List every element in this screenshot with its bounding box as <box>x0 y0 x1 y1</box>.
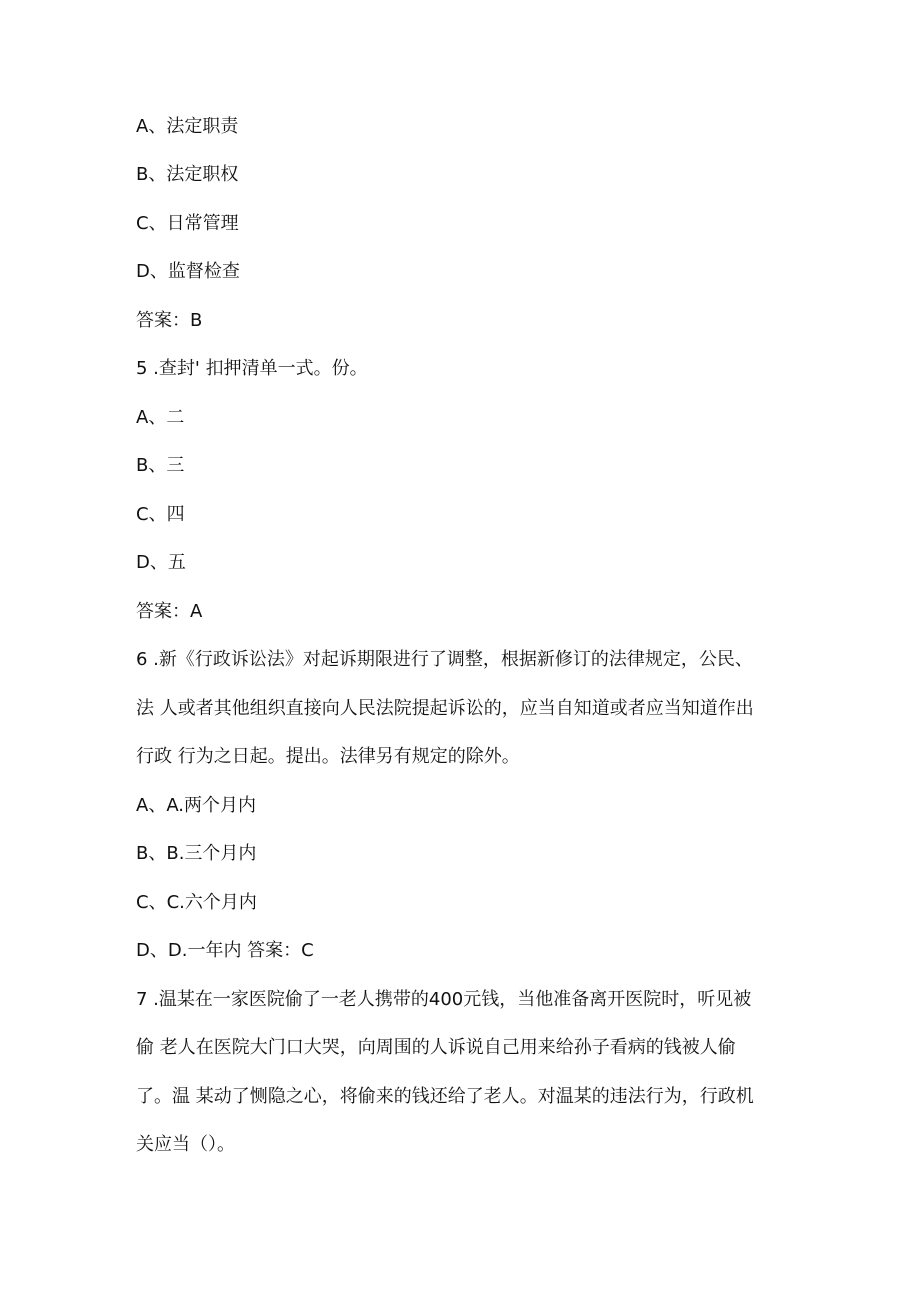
option-b-q6: B、B.三个月内 <box>136 843 257 864</box>
question-7-line-2: 偷 老人在医院大门口大哭，向周围的人诉说自己用来给孙子看病的钱被人偷 <box>136 1037 736 1058</box>
question-7-line-1: 7 .温某在一家医院偷了一老人携带的400元钱，当他准备离开医院时，听见被 <box>136 989 752 1010</box>
question-6-line-1: 6 .新《行政诉讼法》对起诉期限进行了调整，根据新修订的法律规定，公民、 <box>136 649 753 670</box>
question-6-line-3: 行政 行为之日起。提出。法律另有规定的除外。 <box>136 746 520 767</box>
answer-q5: 答案：A <box>136 601 203 622</box>
option-d-q4: D、监督检查 <box>136 261 240 282</box>
question-7-line-4: 关应当（）。 <box>136 1134 235 1155</box>
question-5: 5 .查封' 扣押清单一式。份。 <box>136 358 368 379</box>
option-a-q6: A、A.两个月内 <box>136 795 257 816</box>
option-b-q4: B、法定职权 <box>136 164 239 185</box>
question-7-line-3: 了。温 某动了恻隐之心，将偷来的钱还给了老人。对温某的违法行为，行政机 <box>136 1086 754 1107</box>
option-a-q5: A、二 <box>136 407 185 428</box>
option-d-and-answer-q6: D、D.一年内 答案：C <box>136 940 314 961</box>
question-6-line-2: 法 人或者其他组织直接向人民法院提起诉讼的，应当自知道或者应当知道作出 <box>136 698 754 719</box>
option-d-q5: D、五 <box>136 552 186 573</box>
option-c-q6: C、C.六个月内 <box>136 892 257 913</box>
option-c-q5: C、四 <box>136 504 185 525</box>
option-c-q4: C、日常管理 <box>136 213 239 234</box>
answer-q4: 答案：B <box>136 310 203 331</box>
option-a-q4: A、法定职责 <box>136 116 239 137</box>
option-b-q5: B、三 <box>136 455 185 476</box>
